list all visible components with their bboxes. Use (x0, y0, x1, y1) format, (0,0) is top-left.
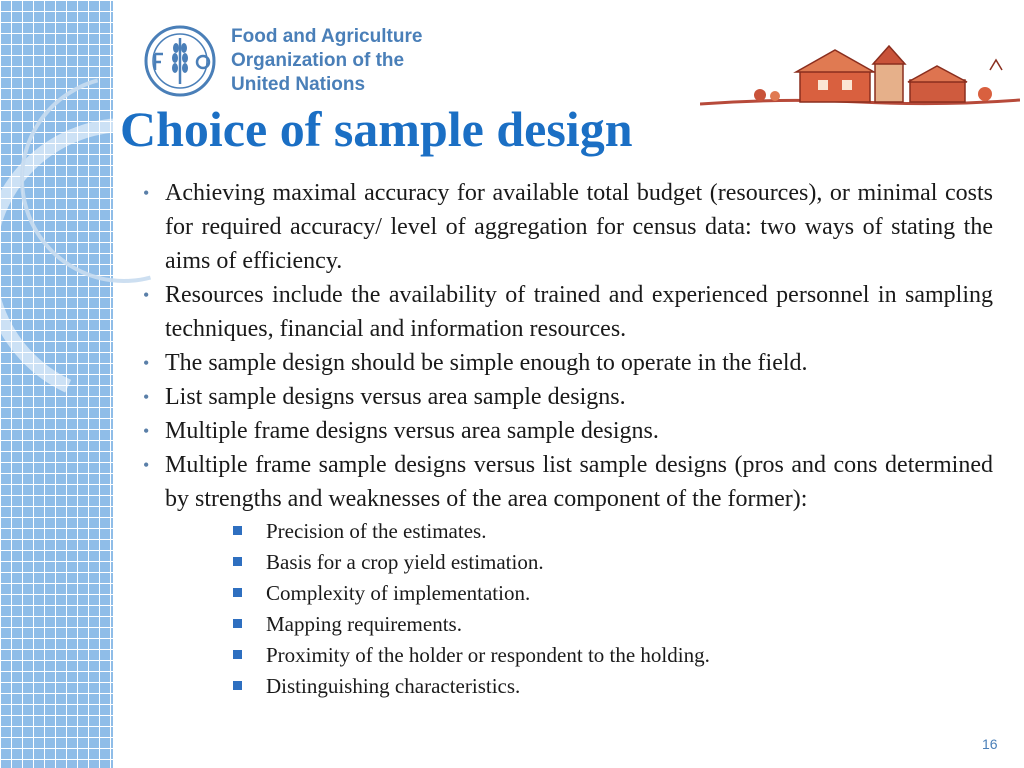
bullet-item (143, 278, 993, 346)
square-bullet-icon (233, 588, 242, 597)
bullet-item (143, 176, 993, 278)
bullet-text: Resources include the availability of trained and experienced personnel in sampling techniques, financial and information resources. (165, 282, 993, 342)
org-name-line-2: Organization of the (231, 50, 405, 71)
sub-bullet-item (233, 671, 993, 702)
bullet-text: Achieving maximal accuracy for available total budget (resources), or minimal costs for required accuracy/ level of aggregation for census data: two ways of stating the aims of efficiency. (165, 180, 993, 274)
bullet-dot-icon: • (143, 421, 150, 441)
bullet-item (143, 380, 993, 414)
sub-bullet-text: Distinguishing characteristics. (266, 674, 521, 698)
sub-bullet-text: Basis for a crop yield estimation. (266, 550, 544, 574)
sub-bullet-item (233, 640, 993, 671)
org-name-line-1: Food and Agriculture (231, 26, 423, 47)
farm-illustration (700, 40, 1020, 112)
bullet-text: Multiple frame designs versus area sample designs. (165, 418, 659, 444)
bullet-item (143, 346, 993, 380)
page-number: 16 (982, 736, 998, 752)
sub-bullet-item (233, 547, 993, 578)
bullet-dot-icon: • (143, 353, 150, 373)
sub-bullet-text: Mapping requirements. (266, 612, 462, 636)
sub-bullet-item (233, 609, 993, 640)
square-bullet-icon (233, 526, 242, 535)
bullet-item (143, 414, 993, 448)
sub-bullet-text: Precision of the estimates. (266, 519, 487, 543)
bullet-text: List sample designs versus area sample designs. (165, 384, 626, 410)
sub-bullet-list (233, 516, 993, 702)
fao-emblem-icon (143, 24, 217, 98)
square-bullet-icon (233, 557, 242, 566)
bullet-text: The sample design should be simple enough to operate in the field. (165, 350, 808, 376)
square-bullet-icon (233, 650, 242, 659)
bullet-dot-icon: • (143, 285, 150, 305)
square-bullet-icon (233, 681, 242, 690)
sub-bullet-text: Proximity of the holder or respondent to the holding. (266, 643, 710, 667)
sub-bullet-item (233, 516, 993, 547)
sub-bullet-item (233, 578, 993, 609)
bullet-dot-icon: • (143, 183, 150, 203)
org-name-line-3: United Nations (231, 74, 366, 95)
fao-logo (143, 24, 422, 98)
bullet-item (143, 448, 993, 516)
sub-bullet-text: Complexity of implementation. (266, 581, 531, 605)
slide-title: Choice of sample design (120, 101, 633, 157)
square-bullet-icon (233, 619, 242, 628)
bullet-list (143, 176, 993, 516)
bullet-text: Multiple frame sample designs versus list sample designs (pros and cons determined by strengths and weaknesses of the area component of the former): (165, 452, 993, 512)
bullet-dot-icon: • (143, 455, 150, 475)
bullet-dot-icon: • (143, 387, 150, 407)
organization-name (231, 25, 422, 97)
slide-content (143, 176, 993, 702)
